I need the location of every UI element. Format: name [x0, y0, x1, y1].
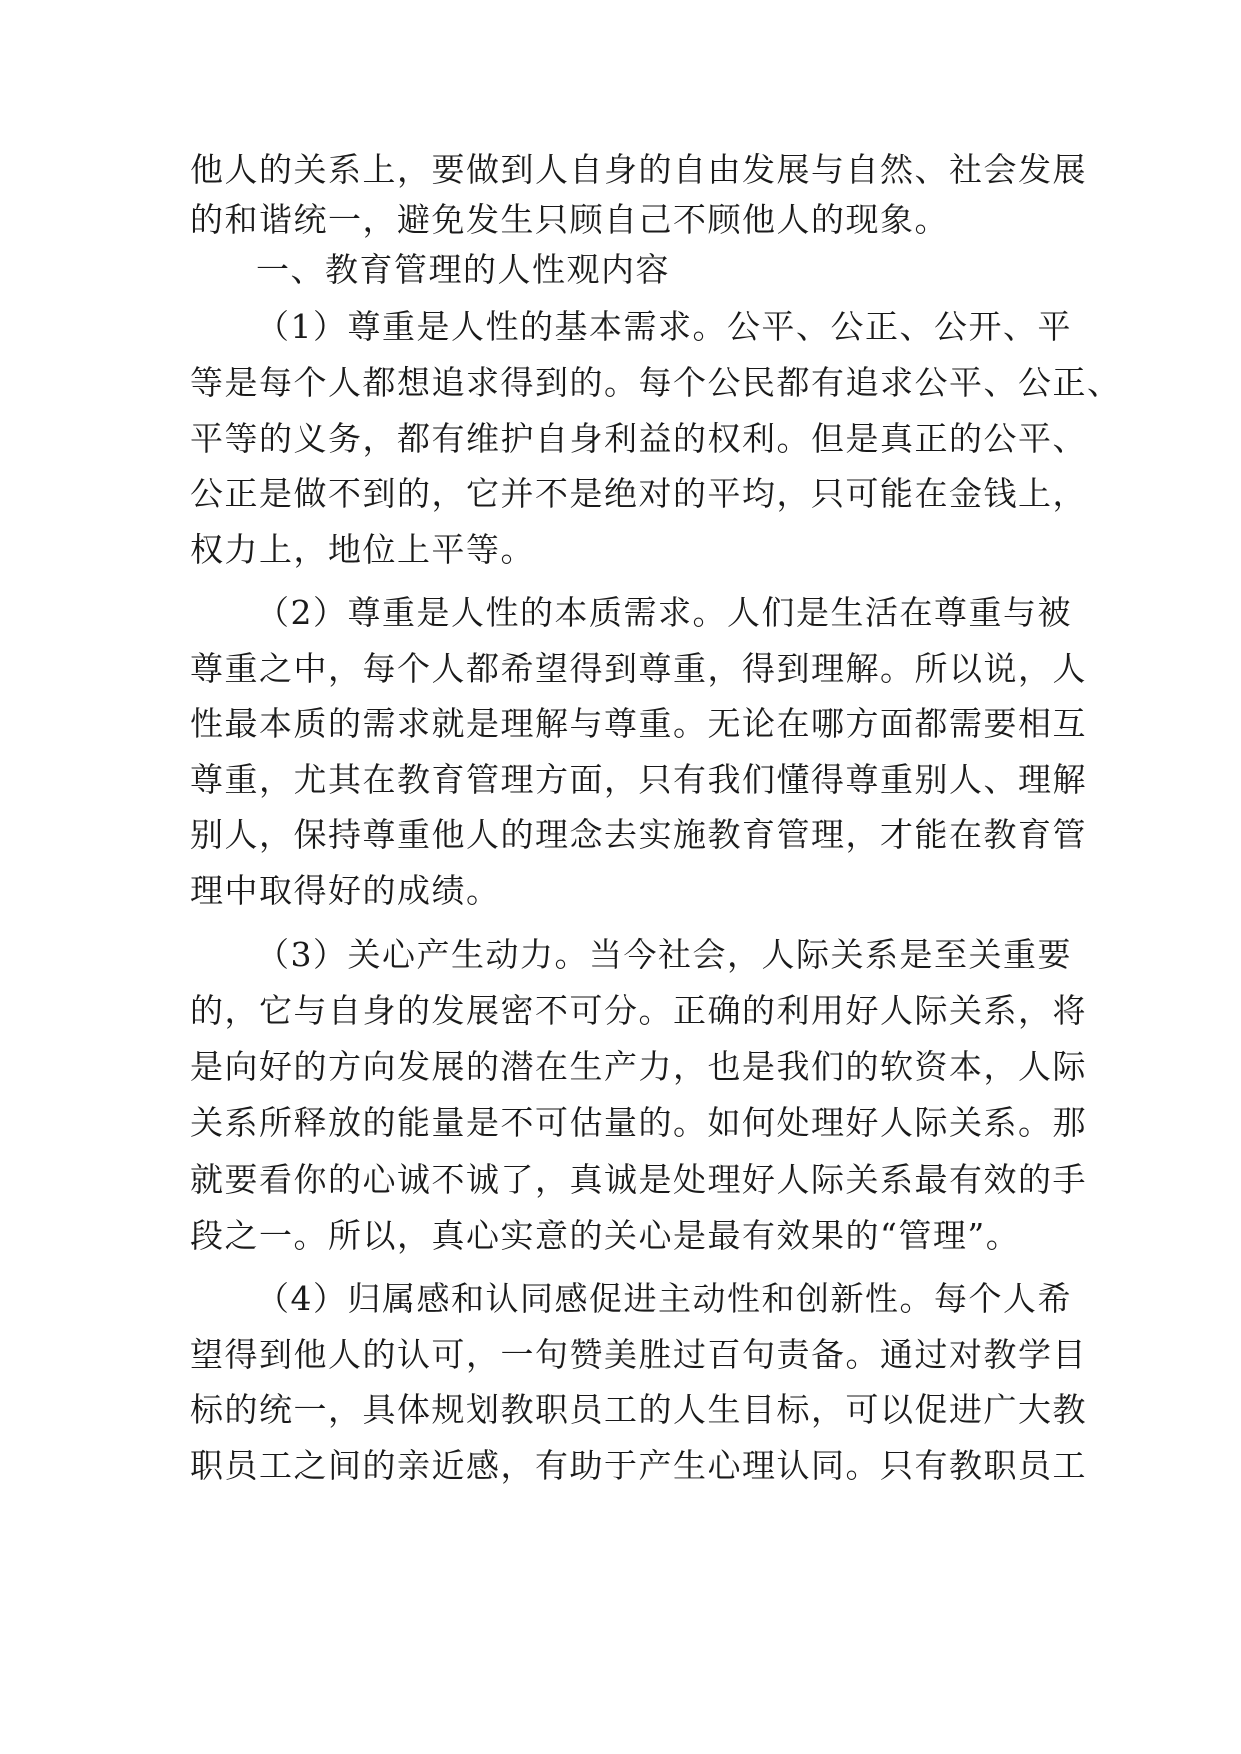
body-text-line: 公正是做不到的，它并不是绝对的平均，只可能在金钱上，	[190, 474, 1087, 513]
body-text-line: 是向好的方向发展的潜在生产力，也是我们的软资本，人际	[190, 1047, 1087, 1086]
body-text-line: （4）归属感和认同感促进主动性和创新性。每个人希	[256, 1279, 1072, 1318]
section-heading: 一、教育管理的人性观内容	[256, 250, 670, 289]
body-text-line: 别人，保持尊重他人的理念去实施教育管理，才能在教育管	[190, 815, 1087, 854]
body-text-line: 尊重，尤其在教育管理方面，只有我们懂得尊重别人、理解	[190, 760, 1087, 799]
body-text-line: （1）尊重是人性的基本需求。公平、公正、公开、平	[256, 307, 1072, 346]
body-text-line: 就要看你的心诚不诚了，真诚是处理好人际关系最有效的手	[190, 1160, 1087, 1199]
body-text-line: 职员工之间的亲近感，有助于产生心理认同。只有教职员工	[190, 1446, 1087, 1485]
body-text-line: 尊重之中，每个人都希望得到尊重，得到理解。所以说，人	[190, 649, 1087, 688]
body-text-line: 的，它与自身的发展密不可分。正确的利用好人际关系，将	[190, 991, 1087, 1030]
body-text-line: 性最本质的需求就是理解与尊重。无论在哪方面都需要相互	[190, 704, 1087, 743]
body-text-line: （3）关心产生动力。当今社会，人际关系是至关重要	[256, 935, 1072, 974]
body-text-line: 望得到他人的认可，一句赞美胜过百句责备。通过对教学目	[190, 1335, 1087, 1374]
body-text-line: 他人的关系上，要做到人自身的自由发展与自然、社会发展	[190, 150, 1087, 189]
body-text-line: （2）尊重是人性的本质需求。人们是生活在尊重与被	[256, 593, 1072, 632]
body-text-line: 关系所释放的能量是不可估量的。如何处理好人际关系。那	[190, 1103, 1087, 1142]
body-text-line: 段之一。所以，真心实意的关心是最有效果的“管理”。	[190, 1216, 1021, 1255]
body-text-line: 标的统一，具体规划教职员工的人生目标，可以促进广大教	[190, 1390, 1087, 1429]
body-text-line: 权力上，地位上平等。	[190, 530, 535, 569]
body-text-line: 的和谐统一，避免发生只顾自己不顾他人的现象。	[190, 200, 949, 239]
body-text-line: 理中取得好的成绩。	[190, 871, 501, 910]
body-text-line: 平等的义务，都有维护自身利益的权利。但是真正的公平、	[190, 419, 1087, 458]
body-text-line: 等是每个人都想追求得到的。每个公民都有追求公平、公正、	[190, 363, 1122, 402]
